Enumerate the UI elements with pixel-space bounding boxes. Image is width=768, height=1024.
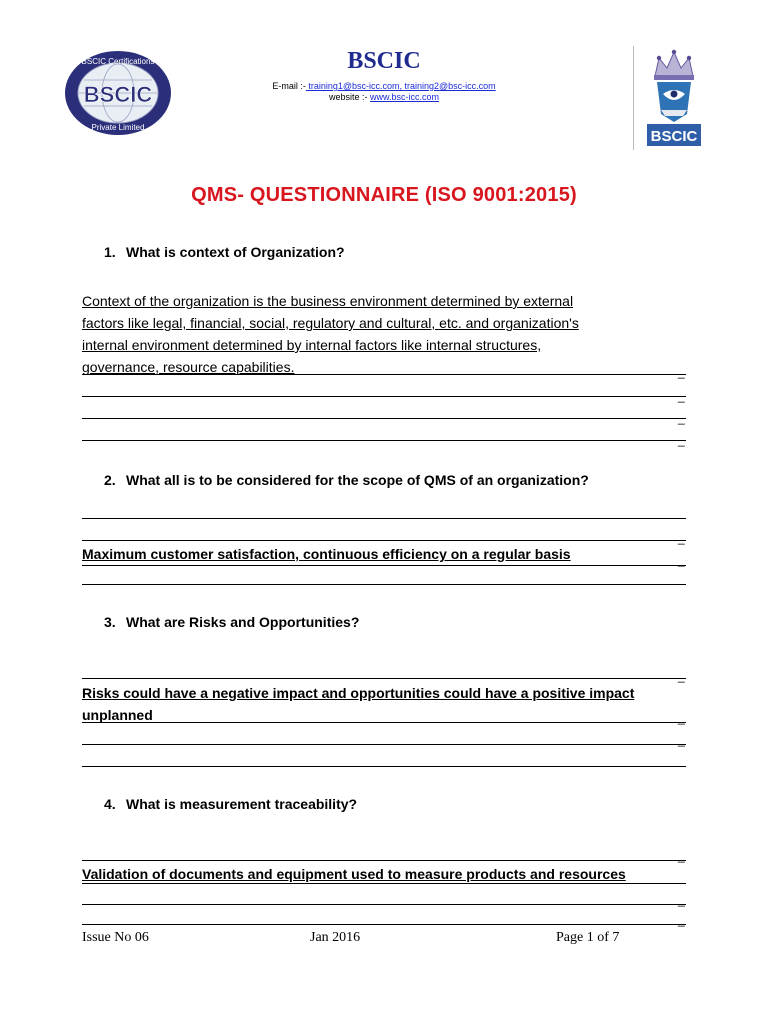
website-link[interactable]: www.bsc-icc.com (370, 92, 440, 102)
question-1 (104, 244, 345, 260)
blank-mark: _ (678, 913, 685, 927)
answer-rule (82, 678, 686, 679)
question-4 (104, 796, 357, 812)
footer-divider (82, 924, 686, 925)
page-current: 1 (586, 930, 594, 945)
blank-mark: _ (678, 711, 685, 725)
question-number: 3. (104, 614, 116, 630)
blank-mark: _ (678, 531, 685, 545)
answer-rule (82, 883, 686, 884)
brand-name: BSCIC (347, 48, 421, 74)
answer-rule (82, 540, 686, 541)
page-label: Page (556, 930, 584, 945)
document-title: QMS- QUESTIONNAIRE (ISO 9001:2015) (191, 184, 577, 206)
answer-2[interactable] (82, 543, 688, 565)
answer-rule (82, 440, 686, 441)
blank-mark: _ (678, 365, 685, 379)
answer-line: governance, resource capabilities. (82, 359, 295, 375)
right-logo-text: BSCIC (650, 128, 698, 145)
footer-date: Jan 2016 (310, 930, 361, 945)
question-2 (104, 472, 589, 488)
answer-rule (82, 860, 686, 861)
answer-rule (82, 744, 686, 745)
left-logo-text: BSCIC (83, 82, 153, 107)
question-number: 4. (104, 796, 116, 812)
header-divider (633, 46, 634, 150)
answer-rule (82, 565, 686, 566)
answer-line: factors like legal, financial, social, regulatory and cultural, etc. and organization's (82, 315, 579, 331)
footer-issue: Issue No 06 (82, 930, 149, 945)
blank-mark: _ (678, 389, 685, 403)
question-number: 2. (104, 472, 116, 488)
answer-1[interactable] (82, 290, 688, 378)
page-of: of (597, 930, 609, 945)
question-text: What are Risks and Opportunities? (126, 614, 360, 630)
question-text: What is measurement traceability? (126, 796, 358, 812)
answer-line: Maximum customer satisfaction, continuous efficiency on a regular basis (82, 546, 571, 562)
left-logo-ring-top: BSCIC Certifications (81, 57, 155, 66)
answer-line: Context of the organization is the business environment determined by external (82, 293, 574, 309)
question-number: 1. (104, 244, 116, 260)
question-3 (104, 614, 359, 630)
answer-line: unplanned (82, 707, 153, 723)
answer-rule (82, 418, 686, 419)
question-text: What all is to be considered for the scope of QMS of an organization? (126, 472, 589, 488)
answer-line: Validation of documents and equipment used to measure products and resources (82, 866, 626, 882)
blank-mark: _ (678, 849, 685, 863)
email-link[interactable]: training1@bsc-icc.com, training2@bsc-icc.com (305, 81, 496, 91)
blank-mark: _ (678, 669, 685, 683)
website-label: website :- (328, 92, 368, 102)
bscic-crown-logo (643, 46, 705, 148)
question-text: What is context of Organization? (126, 244, 345, 260)
email-label: E-mail :- (272, 81, 306, 91)
answer-rule (82, 396, 686, 397)
blank-mark: _ (678, 893, 685, 907)
answer-rule (82, 584, 686, 585)
answer-rule (82, 766, 686, 767)
answer-line: Risks could have a negative impact and opportunities could have a positive impact (82, 685, 635, 701)
footer-page-number (556, 930, 619, 946)
answer-line: internal environment determined by internal factors like internal structures, (82, 337, 542, 353)
answer-rule (82, 518, 686, 519)
blank-mark: _ (678, 733, 685, 747)
answer-4[interactable] (82, 863, 688, 885)
answer-rule (82, 374, 686, 375)
page-total: 7 (612, 930, 620, 945)
blank-mark: _ (678, 433, 685, 447)
answer-rule (82, 722, 686, 723)
answer-3[interactable] (82, 682, 688, 726)
answer-rule (82, 904, 686, 905)
blank-mark: _ (678, 553, 685, 567)
left-logo-ring-bottom: Private Limited (91, 123, 145, 132)
blank-mark: _ (678, 411, 685, 425)
